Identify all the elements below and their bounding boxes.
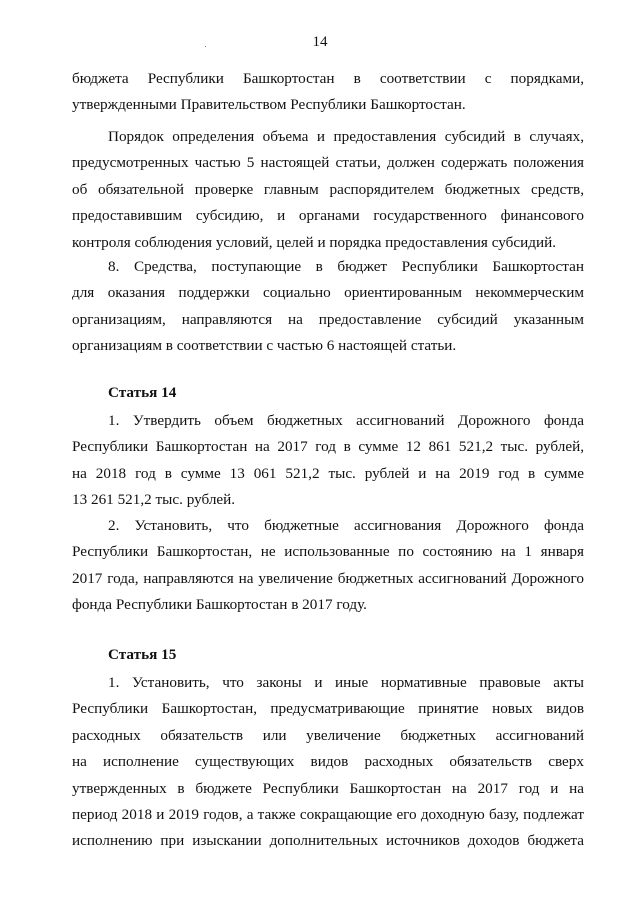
article-14-heading: Статья 14 [108,384,177,401]
text-line: утвержденных в бюджете Республики Башкортостан на 2017 год и на [72,779,584,797]
text-line: утвержденными Правительством Республики Башкортостан. [72,96,466,114]
text-line: для оказания поддержки социально ориентированным некоммерческим [72,284,584,302]
text-line: исполнению при изыскании дополнительных источников доходов бюджета [72,832,584,850]
article-14-paragraph-2 [72,513,584,619]
paragraph-item-8 [72,254,584,360]
text-line: бюджета Республики Башкортостан в соответствии с порядками, [72,70,584,87]
paragraph-subsidy-procedure [72,124,584,256]
text-line: контроля соблюдения условий, целей и порядка предоставления субсидий. [72,233,557,251]
text-line: 2. Установить, что бюджетные ассигнования Дорожного фонда [108,517,584,534]
article-15-paragraph-1 [72,670,584,855]
article-14-paragraph-1 [72,408,584,514]
text-line: организациям в соответствии с частью 6 настоящей статьи. [72,337,457,355]
article-15-heading: Статья 15 [108,646,177,663]
text-line: Республики Башкортостан, не использованные по состоянию на 1 января [72,543,584,561]
text-line: период 2018 и 2019 годов, а также сокращающие его доходную базу, подлежат [72,805,584,823]
text-line: на 2018 год в сумме 13 061 521,2 тыс. рублей и на 2019 год в сумме [72,464,584,482]
text-line: предусмотренных частью 5 настоящей статьи, должен содержать положения [72,154,584,172]
text-line: расходных обязательств или увеличение бюджетных ассигнований [72,726,584,744]
text-line: 8. Средства, поступающие в бюджет Республики Башкортостан [108,258,584,275]
text-line: 2017 года, направляются на увеличение бюджетных ассигнований Дорожного [72,569,584,587]
text-line: предоставившим субсидию, и органами государственного финансового [72,207,584,225]
paragraph-continuation [72,66,584,119]
text-line: 1. Утвердить объем бюджетных ассигнований Дорожного фонда [108,412,584,429]
text-line: фонда Республики Башкортостан в 2017 году. [72,596,367,614]
page-number: 14 [312,34,328,50]
text-line: об обязательной проверке главным распорядителем бюджетных средств, [72,180,584,198]
text-line: Республики Башкортостан, предусматривающие принятие новых видов [72,700,584,718]
text-line: на исполнение существующих видов расходных обязательств сверх [72,753,584,771]
text-line: Республики Башкортостан на 2017 год в сумме 12 861 521,2 тыс. рублей, [72,438,584,456]
text-line: 1. Установить, что законы и иные нормативные правовые акты [108,674,584,691]
text-line: Порядок определения объема и предоставления субсидий в случаях, [108,128,584,145]
text-line: организациям, направляются на предоставление субсидий указанным [72,310,584,328]
text-line: 13 261 521,2 тыс. рублей. [72,491,236,509]
